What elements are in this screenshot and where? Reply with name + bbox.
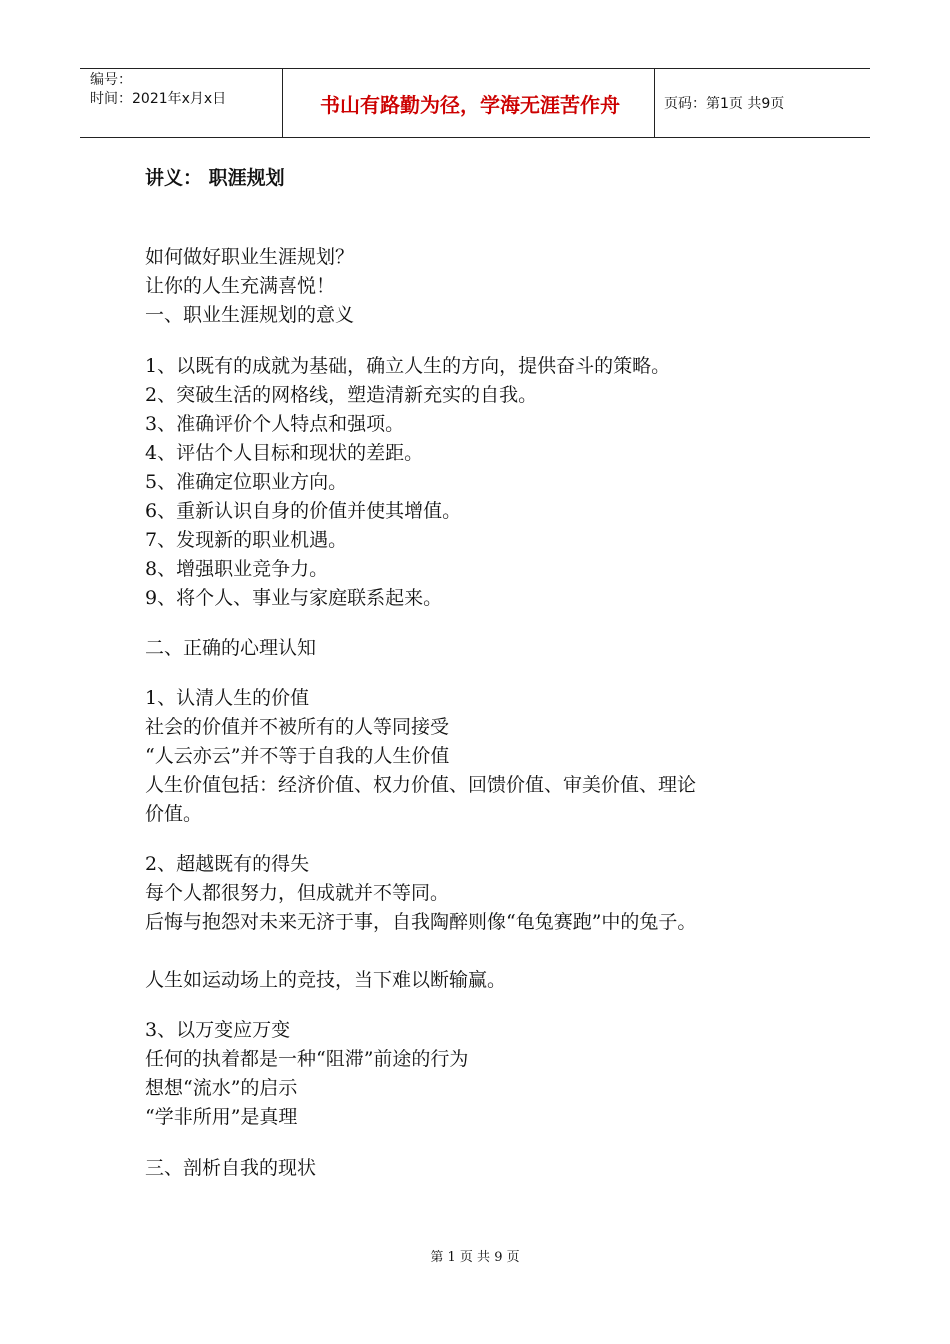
header-motto: 书山有路勤为径，学海无涯苦作舟: [320, 92, 620, 117]
list-item: 9、将个人、事业与家庭联系起来。: [145, 587, 443, 609]
number-label: 编号：: [90, 72, 132, 88]
text-line: 让你的人生充满喜悦！: [145, 275, 336, 297]
header-divider: [282, 69, 283, 137]
text-line: 如何做好职业生涯规划？: [145, 246, 355, 268]
text-line: 人生价值包括：经济价值、权力价值、回馈价值、审美价值、理论: [145, 774, 697, 796]
text-line: 每个人都很努力，但成就并不等同。: [145, 882, 450, 904]
text-line: “学非所用”是真理: [145, 1106, 298, 1128]
list-item: 8、增强职业竞争力。: [145, 558, 329, 580]
text-line: 任何的执着都是一种“阻滞”前途的行为: [145, 1048, 469, 1070]
subheading: 2、超越既有的得失: [145, 853, 310, 875]
list-item: 3、准确评价个人特点和强项。: [145, 413, 405, 435]
text-line: “人云亦云”并不等于自我的人生价值: [145, 745, 450, 767]
list-item: 4、评估个人目标和现状的差距。: [145, 442, 424, 464]
subheading: 1、认清人生的价值: [145, 687, 310, 709]
subheading: 3、以万变应万变: [145, 1019, 291, 1041]
header-table: [80, 68, 870, 138]
text-line: 想想“流水”的启示: [145, 1077, 298, 1099]
document-title: 讲义： 职涯规划: [145, 167, 285, 189]
text-line: 人生如运动场上的竞技，当下难以断输赢。: [145, 969, 507, 991]
text-line: 价值。: [145, 803, 203, 825]
list-item: 1、以既有的成就为基础，确立人生的方向，提供奋斗的策略。: [145, 355, 671, 377]
list-item: 6、重新认识自身的价值并使其增值。: [145, 500, 462, 522]
time-label: 时间：2021年x月x日: [90, 91, 227, 107]
list-item: 7、发现新的职业机遇。: [145, 529, 348, 551]
section-heading: 三、剖析自我的现状: [145, 1157, 317, 1179]
header-page-code: 页码：第1页 共9页: [664, 96, 785, 112]
text-line: 社会的价值并不被所有的人等同接受: [145, 716, 450, 738]
text-line: 后悔与抱怨对未来无济于事，自我陶醉则像“龟兔赛跑”中的兔子。: [145, 911, 697, 933]
page-footer: 第 1 页 共 9 页: [430, 1250, 520, 1265]
header-divider: [654, 69, 655, 137]
list-item: 5、准确定位职业方向。: [145, 471, 348, 493]
header-left-cell: [90, 71, 280, 109]
section-heading: 二、正确的心理认知: [145, 637, 317, 659]
section-heading: 一、职业生涯规划的意义: [145, 304, 355, 326]
list-item: 2、突破生活的网格线，塑造清新充实的自我。: [145, 384, 538, 406]
